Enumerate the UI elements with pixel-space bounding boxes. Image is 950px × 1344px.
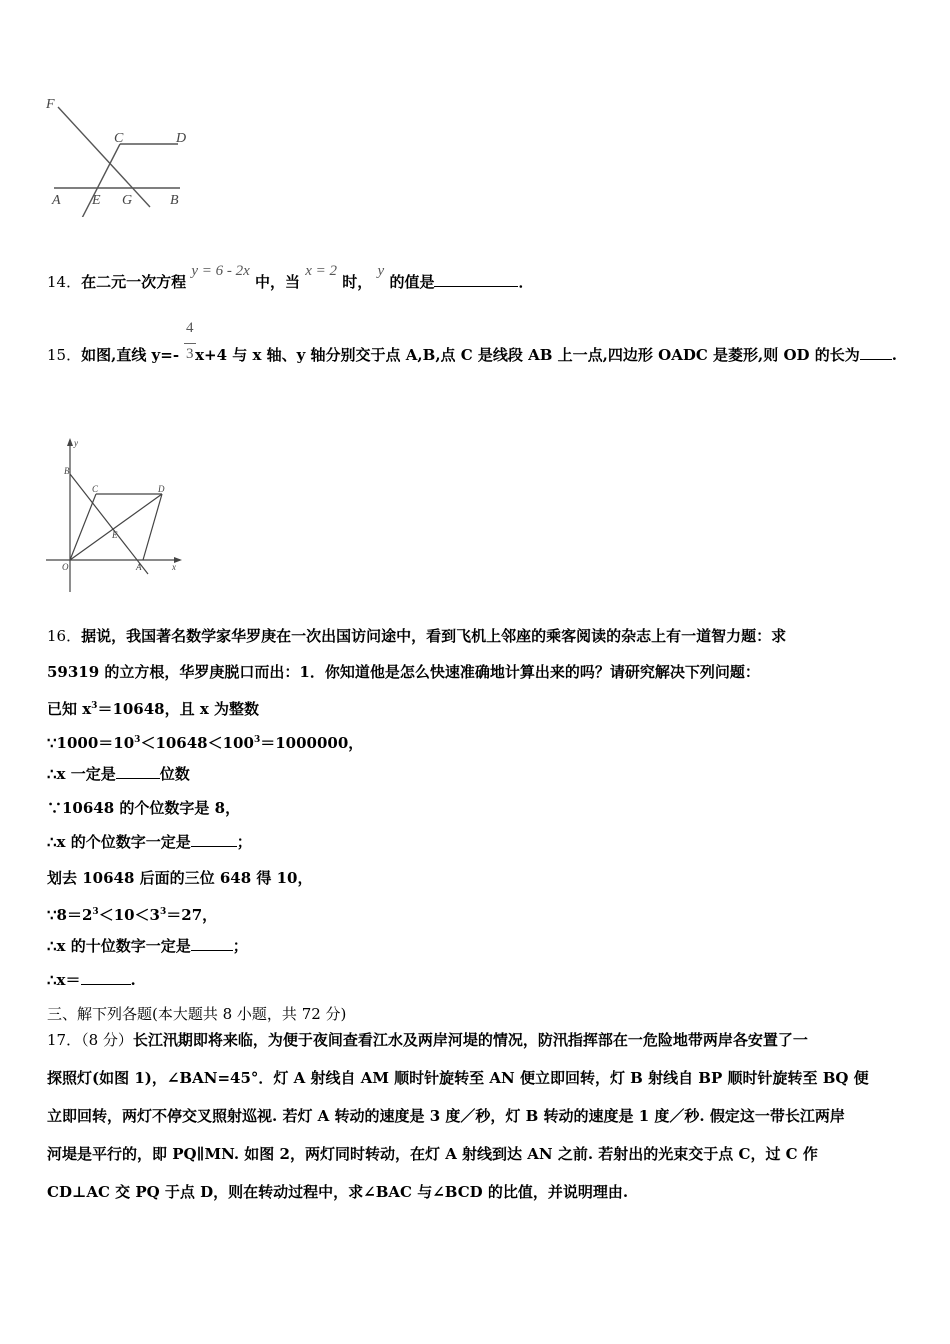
figure-q15 (40, 436, 190, 596)
question-16-line-1: 16．据说，我国著名数学家华罗庚在一次出国访问途中，看到飞机上邻座的乘客阅读的杂志上有一道智力题：求 (47, 627, 787, 645)
figure-q13 (40, 92, 200, 217)
question-16-line-2: 59319 的立方根，华罗庚脱口而出：1．你知道他是怎么快速准确地计算出来的吗？请研究解决下列问题： (47, 663, 760, 681)
question-16-line-10: ∴x 的十位数字一定是 ； (47, 937, 248, 955)
fraction-denominator: 3 (186, 346, 194, 362)
answer-blank[interactable] (860, 345, 892, 360)
question-number: 15． (47, 346, 82, 364)
label-B: B (64, 466, 70, 476)
line-AB (70, 474, 148, 574)
answer-blank[interactable] (434, 272, 518, 287)
fraction-bar (184, 343, 196, 344)
y-arrow (67, 438, 73, 446)
question-17-line-3: 立即回转，两灯不停交叉照射巡视. 若灯 A 转动的速度是 3 度／秒，灯 B 转动的速度是 1 度／秒. 假定这一带长江两岸 (47, 1107, 845, 1125)
question-number: 16． (47, 627, 82, 645)
label-C: C (114, 131, 124, 146)
line-FG (58, 107, 150, 207)
question-16-line-5: ∴x 一定是 位数 (47, 765, 190, 783)
label-A: A (136, 562, 142, 572)
label-F: F (46, 97, 55, 112)
label-A: A (52, 193, 61, 208)
question-17-line-4: 河堤是平行的，即 PQ∥MN. 如图 2，两灯同时转动，在灯 A 射线到达 AN 之前. 若射出的光束交于点 C，过 C 作 (47, 1145, 818, 1163)
question-16-line-8: 划去 10648 后面的三位 648 得 10， (47, 869, 313, 887)
answer-blank-units-digit[interactable] (191, 832, 237, 847)
side-DA (143, 494, 162, 560)
question-16-line-9: $\because 8=2^3<10<3^3=27$， (47, 906, 218, 924)
label-G: G (122, 193, 133, 208)
question-17-line-5: CD⊥AC 交 PQ 于点 D，则在转动过程中，求∠BAC 与∠BCD 的比值，并说明理由. (47, 1183, 629, 1201)
question-16-line-7: ∴x 的个位数字一定是 ； (47, 833, 252, 851)
label-y: y (74, 438, 78, 448)
answer-blank-x[interactable] (81, 970, 131, 985)
question-16-line-11: ∴x＝ . (47, 971, 136, 989)
question-17-line-1: 17．（8 分）长江汛期即将来临，为便于夜间查看江水及两岸河堤的情况，防汛指挥部在一危险地带两岸各安置了一 (47, 1031, 808, 1049)
diagonal-OD (70, 494, 162, 560)
answer-blank-digits[interactable] (116, 764, 160, 779)
label-D: D (158, 484, 165, 494)
fraction-numerator: 4 (186, 320, 194, 336)
condition: x = 2 (305, 263, 338, 279)
variable-y: y (377, 263, 385, 279)
label-O: O (62, 562, 69, 572)
question-number: 17．（8 分） (47, 1031, 133, 1049)
equation: y = 6 - 2x (191, 263, 250, 279)
section-title: 三、解下列各题(本大题共 8 小题，共 72 分) (47, 1005, 347, 1023)
label-C: C (92, 484, 99, 494)
question-16-line-3: 已知 $x^3=10648$，且 x 为整数 (47, 700, 260, 718)
question-16-line-4: $\because 1000=10^3<10648<100^3=1000000$， (47, 734, 364, 752)
question-14: 14．在二元一次方程 y = 6 - 2x 中，当 x = 2 时， y 的值是 ． (47, 263, 534, 291)
question-15: 15．如图,直线 y=- x+4 与 x 轴、y 轴分别交于点 A,B,点 C 是线段 AB 上一点,四边形 OADC 是菱形,则 OD 的长为 . (47, 346, 897, 364)
answer-blank-tens-digit[interactable] (191, 936, 233, 951)
question-16-line-6: ∵10648 的个位数字是 8， (47, 799, 241, 817)
label-D: D (176, 131, 187, 146)
label-E: E (92, 193, 101, 208)
question-17-line-2: 探照灯(如图 1)，∠BAN=45°．灯 A 射线自 AM 顺时针旋转至 AN 便立即回转，灯 B 射线自 BP 顺时针旋转至 BQ 便 (47, 1069, 869, 1087)
label-E: E (112, 530, 118, 540)
question-number: 14． (47, 273, 82, 291)
label-B: B (170, 193, 179, 208)
label-x: x (172, 562, 176, 572)
